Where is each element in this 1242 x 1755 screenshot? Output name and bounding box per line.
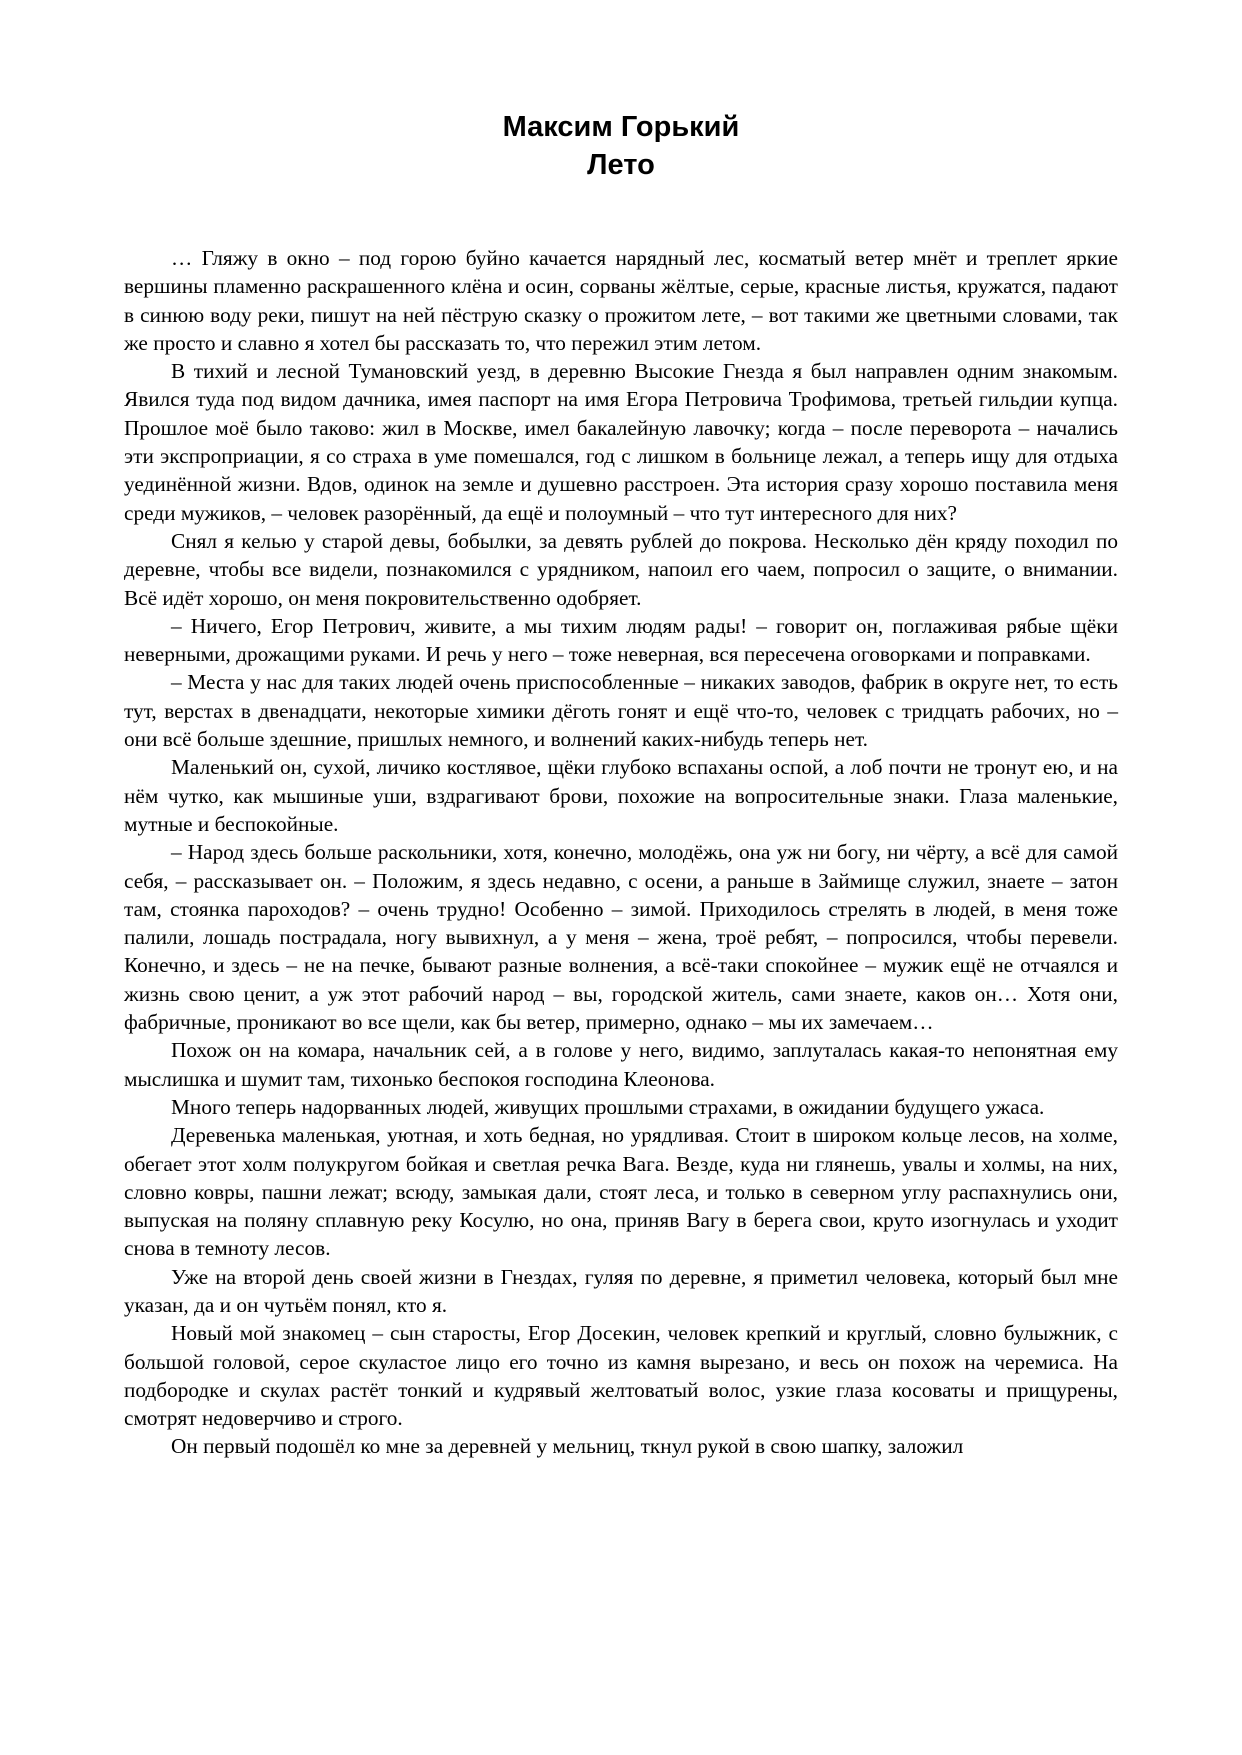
paragraph: Он первый подошёл ко мне за деревней у мельниц, ткнул рукой в свою шапку, заложил (171, 1434, 964, 1459)
paragraph: Снял я келью у старой девы, бобылки, за девять рублей до покрова. Несколько дён кряду походил по деревне, чтобы все видели, познакомился с урядником, напоил его чаем, попросил о защите, о внимании. Всё идёт хорошо, он меня покровительственно одобряет. (124, 528, 1118, 610)
paragraph: Новый мой знакомец – сын старосты, Егор Досекин, человек крепкий и круглый, словно булыжник, с большой головой, серое скуластое лицо его точно из камня вырезано, и весь он похож на черемиса. На подбородке и скулах растёт тонкий и кудрявый желтоватый волос, узкие глаза косоваты и прищурены, смотрят недоверчиво и строго. (124, 1321, 1118, 1431)
author-heading: Максим Горький (502, 111, 740, 143)
paragraph: Маленький он, сухой, личико костлявое, щёки глубоко вспаханы оспой, а лоб почти не тронут ею, и на нём чутко, как мышиные уши, вздрагивают брови, похожие на вопросительные знаки. Глаза маленькие, мутные и беспокойные. (124, 755, 1118, 836)
paragraph: – Ничего, Егор Петрович, живите, а мы тихим людям рады! – говорит он, поглаживая рябые щёки неверными, дрожащими руками. И речь у него – тоже неверная, вся пересечена оговорками и поправками. (124, 613, 1118, 667)
paragraph: Уже на второй день своей жизни в Гнездах, гуляя по деревне, я приметил человека, который был мне указан, да и он чутьём понял, кто я. (124, 1264, 1118, 1317)
paragraph: – Места у нас для таких людей очень приспособленные – никаких заводов, фабрик в округе нет, то есть тут, верстах в двенадцати, некоторые химики дёготь гонят и ещё что-то, человек с тридцать рабочих, но – они всё больше здешние, пришлых немного, и волнений каких-нибудь теперь нет. (124, 670, 1118, 752)
paragraph: – Народ здесь больше раскольники, хотя, конечно, молодёжь, она уж ни богу, ни чёрту, а всё для самой себя, – рассказывает он. – Положим, я здесь недавно, с осени, а раньше в Займище служил, знаете – затон там, стоянка пароходов? – очень трудно! Особенно – зимой. Приходилось стрелять в людей, в меня тоже палили, лошадь пострадала, ногу вывихнул, а у меня – жена, троё ребят, – попросился, чтобы перевели. Конечно, и здесь – не на печке, бывают разные волнения, а всё-таки спокойнее – мужик ещё не отчаялся и жизнь свою ценит, а уж этот рабочий народ – вы, городской житель, сами знаете, каков он… Хотя они, фабричные, проникают во все щели, как бы ветер, примерно, однако – мы их замечаем… (124, 840, 1118, 1035)
paragraph: Много теперь надорванных людей, живущих прошлыми страхами, в ожидании будущего ужаса. (171, 1094, 1045, 1119)
text-body (124, 244, 1118, 1461)
paragraph: В тихий и лесной Тумановский уезд, в деревню Высокие Гнезда я был направлен одним знакомым. Явился туда под видом дачника, имея паспорт на имя Егора Петровича Трофимова, третьей гильдии купца. Прошлое моё было таково: жил в Москве, имел бакалейную лавочку; когда – после переворота – начались эти экспроприации, я со страха в уме помешался, год с лишком в больнице лежал, а теперь ищу для отдыха уединённой жизни. Вдов, одинок на земле и душевно расстроен. Эта история сразу хорошо поставила меня среди мужиков, – человек разорённый, да ещё и полоумный – что тут интересного для них? (124, 359, 1118, 525)
page-title: Лето (587, 149, 655, 181)
paragraph: Похож он на комара, начальник сей, а в голове у него, видимо, заплуталась какая-то непонятная ему мыслишка и шумит там, тихонько беспокоя господина Клеонова. (124, 1038, 1118, 1091)
paragraph: Деревенька маленькая, уютная, и хоть бедная, но урядливая. Стоит в широком кольце лесов, на холме, обегает этот холм полукругом бойкая и светлая речка Вага. Везде, куда ни глянешь, увалы и холмы, на них, словно ковры, пашни лежат; всюду, замыкая дали, стоят леса, и только в северном углу распахнулись они, выпуская на поляну сплавную реку Косулю, но она, приняв Вагу в берега свои, круто изогнулась и уходит снова в темноту лесов. (124, 1123, 1118, 1261)
paragraph: … Гляжу в окно – под горою буйно качается нарядный лес, косматый ветер мнёт и треплет яркие вершины пламенно раскрашенного клёна и осин, сорваны жёлтые, серые, красные листья, кружатся, падают в синюю воду реки, пишут на ней пёструю сказку о прожитом лете, – вот такими же цветными словами, так же просто и славно я хотел бы рассказать то, что пережил этим летом. (124, 246, 1118, 355)
title-block (0, 108, 1242, 184)
